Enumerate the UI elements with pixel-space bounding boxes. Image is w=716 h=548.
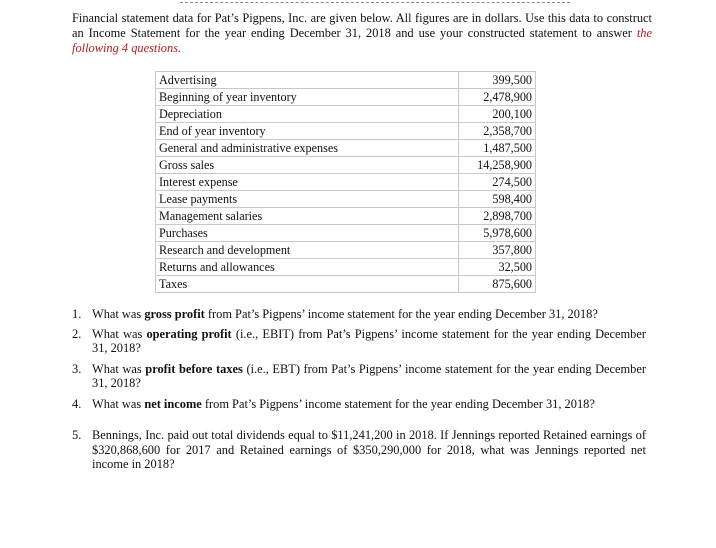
- row-value: 5,978,600: [459, 225, 536, 242]
- question-number: 1.: [72, 307, 82, 321]
- intro-highlight: the following 4 questions.: [72, 26, 652, 55]
- row-value: 357,800: [459, 242, 536, 259]
- table-row: [156, 191, 536, 208]
- intro-text: Financial statement data for Pat’s Pigpens, Inc. are given below. All figures are in dollars. Use this data to construct an Income Statement for the year ending December 31, 2018 and use your constructed statement to answer: [72, 11, 652, 40]
- question-item: [72, 327, 646, 356]
- question-key-term: gross profit: [144, 307, 205, 321]
- row-label: Management salaries: [156, 208, 459, 225]
- row-value: 2,478,900: [459, 89, 536, 106]
- row-label: Beginning of year inventory: [156, 89, 459, 106]
- question-item: [72, 362, 646, 391]
- row-value: 32,500: [459, 259, 536, 276]
- table-row: [156, 123, 536, 140]
- table-row: [156, 72, 536, 89]
- question-number: 5.: [72, 428, 82, 442]
- question-number: 3.: [72, 361, 82, 376]
- question-text-post: (i.e., EBIT) from Pat’s Pigpens’ income statement for the year ending December 31, 2018?: [92, 326, 646, 355]
- row-value: 274,500: [459, 174, 536, 191]
- row-value: 399,500: [459, 72, 536, 89]
- question-key-term: operating profit: [146, 326, 232, 341]
- question-number: 4.: [72, 396, 82, 411]
- row-label: General and administrative expenses: [156, 140, 459, 157]
- question-text-pre: What was: [92, 326, 147, 341]
- table-row: [156, 276, 536, 293]
- table-row: [156, 89, 536, 106]
- table-row: [156, 208, 536, 225]
- question-item: [72, 397, 646, 412]
- questions-list: [72, 307, 646, 472]
- question-text-pre: What was: [92, 307, 145, 321]
- question-item: [72, 428, 646, 472]
- row-value: 2,898,700: [459, 208, 536, 225]
- question-key-term: profit before taxes: [145, 361, 243, 376]
- table-row: [156, 259, 536, 276]
- row-value: 1,487,500: [459, 140, 536, 157]
- row-label: Taxes: [156, 276, 459, 293]
- row-label: Returns and allowances: [156, 259, 459, 276]
- top-rule: [180, 2, 570, 3]
- question-item: [72, 307, 646, 322]
- question-text-post: from Pat’s Pigpens’ income statement for the year ending December 31, 2018?: [204, 307, 598, 321]
- question-text-post: from Pat’s Pigpens’ income statement for the year ending December 31, 2018?: [201, 396, 595, 411]
- financial-data-table: [155, 71, 536, 293]
- intro-paragraph: [72, 11, 652, 56]
- table-row: [156, 157, 536, 174]
- table-row: [156, 140, 536, 157]
- row-label: Purchases: [156, 225, 459, 242]
- row-value: 875,600: [459, 276, 536, 293]
- row-label: Gross sales: [156, 157, 459, 174]
- table-row: [156, 174, 536, 191]
- row-label: Depreciation: [156, 106, 459, 123]
- table-row: [156, 106, 536, 123]
- question-text-post: (i.e., EBT) from Pat’s Pigpens’ income statement for the year ending December 31, 2018?: [92, 361, 646, 390]
- row-label: Lease payments: [156, 191, 459, 208]
- question-text-pre: What was: [92, 396, 145, 411]
- table-row: [156, 225, 536, 242]
- row-label: Research and development: [156, 242, 459, 259]
- question-number: 2.: [72, 326, 82, 341]
- question-text-pre: Bennings, Inc. paid out total dividends equal to $11,241,200 in 2018. If Jennings reported Retained earnings of $320,868,600 for 2017 and Retained earnings of $350,290,000 for 2018, what was Jennings reported net income in 2018?: [92, 428, 646, 471]
- question-text-pre: What was: [92, 361, 146, 376]
- table-row: [156, 242, 536, 259]
- row-label: End of year inventory: [156, 123, 459, 140]
- question-key-term: net income: [144, 396, 202, 411]
- row-label: Advertising: [156, 72, 459, 89]
- row-label: Interest expense: [156, 174, 459, 191]
- row-value: 2,358,700: [459, 123, 536, 140]
- row-value: 200,100: [459, 106, 536, 123]
- row-value: 598,400: [459, 191, 536, 208]
- row-value: 14,258,900: [459, 157, 536, 174]
